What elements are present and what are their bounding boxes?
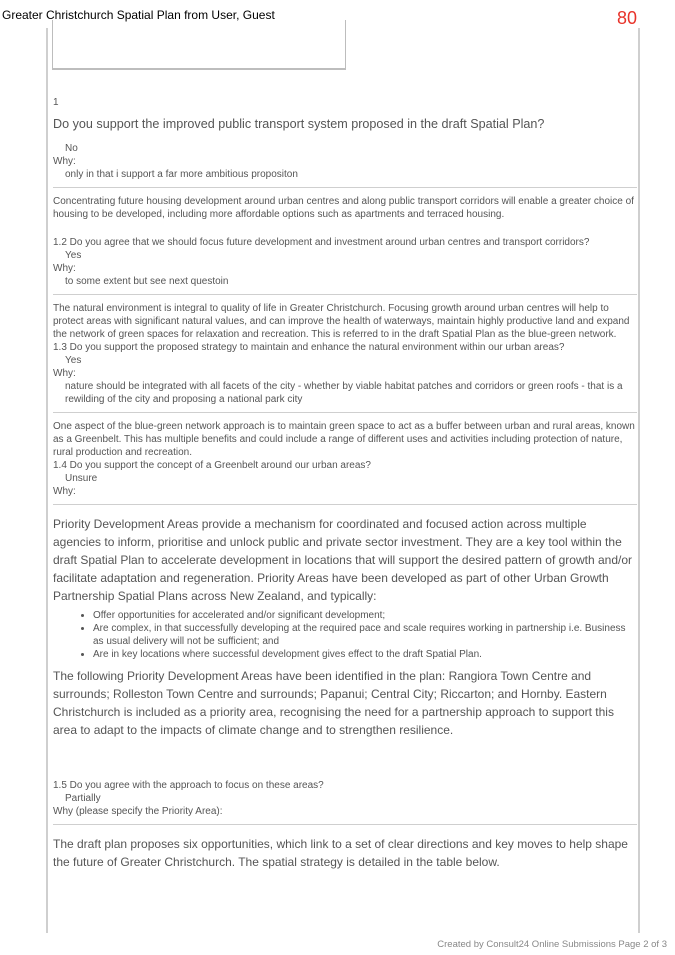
list-item: • Are in key locations where successful development gives effect to the draft Spatial Plan.	[93, 648, 637, 661]
section-intro: One aspect of the blue-green network approach is to maintain green space to act as a buffer between urban and rural areas, known as a Greenbelt. This has multiple benefits and could include a range of different uses and activities including protection of nature, rural production and recreation.	[53, 421, 635, 458]
divider	[53, 824, 637, 825]
why-text: only in that i support a far more ambitious propositon	[65, 169, 298, 180]
page-number: 80	[616, 8, 637, 28]
why-label: Why:	[53, 486, 76, 497]
previous-answer-box	[52, 20, 346, 70]
left-margin-rule	[46, 28, 48, 933]
footer-credit: Created by Consult24 Online Submissions Page 2 of 3	[437, 939, 667, 950]
document-title: Greater Christchurch Spatial Plan from User, Guest	[2, 8, 275, 22]
question-1-3: 1.3 Do you support the proposed strategy to maintain and enhance the natural environment within our urban areas?	[53, 342, 565, 353]
question-1-2: 1.2 Do you agree that we should focus future development and investment around urban centres and transport corridors?	[53, 237, 590, 248]
list-item: • Are complex, in that successfully developing at the required pace and scale requires working in partnership i.e. Business as usual delivery will not be sufficient; and	[93, 622, 637, 648]
why-label: Why:	[53, 263, 76, 274]
answer-1-3: Yes	[65, 355, 82, 366]
question-number: 1	[53, 97, 59, 108]
closing-paragraph: The draft plan proposes six opportunities, which link to a set of clear directions and key moves to help shape the future of Greater Christchurch. The spatial strategy is detailed in the table below.	[53, 837, 628, 869]
why-text: to some extent but see next questoin	[65, 276, 229, 287]
submission-content	[53, 96, 637, 871]
answer-1-5: Partially	[65, 793, 101, 804]
question-1-5: 1.5 Do you agree with the approach to focus on these areas?	[53, 780, 324, 791]
why-text: nature should be integrated with all facets of the city - whether by viable habitat patches and corridors or green roofs - that is a rewilding of the city and proposing a national park city	[65, 381, 623, 405]
priority-areas-list: The following Priority Development Areas have been identified in the plan: Rangiora Town Centre and surrounds; Rolleston Town Centre and surrounds; Papanui; Central City; Riccarton; and Hornby. Eastern Christchurch is included as a priority area, recognising the need for a partnership approach to support this area to adapt to the impacts of climate change and to strengthen resilience.	[53, 669, 614, 737]
right-margin-rule	[638, 28, 640, 933]
why-label: Why (please specify the Priority Area):	[53, 806, 223, 817]
priority-areas-intro: Priority Development Areas provide a mechanism for coordinated and focused action across multiple agencies to inform, prioritise and unlock public and private sector investment. They are a key tool within the draft Spatial Plan to accelerate development in locations that will support the desired pattern of growth and/or facilitate adaptation and regeneration. Priority Areas have been developed as part of other Urban Growth Partnership Spatial Plans across New Zealand, and typically:	[53, 517, 633, 603]
section-intro: The natural environment is integral to quality of life in Greater Christchurch. Focusing growth around urban centres will help to protect areas with significant natural values, and can improve the health of waterways, maintain highly productive land and expand the network of green spaces for relaxation and recreation. This is referred to in the draft Spatial Plan as the blue-green network.	[53, 303, 630, 340]
divider	[53, 412, 637, 413]
answer-1-4: Unsure	[65, 473, 98, 484]
divider	[53, 294, 637, 295]
divider	[53, 504, 637, 505]
answer-public-transport: No	[65, 143, 78, 154]
why-label: Why:	[53, 156, 76, 167]
divider	[53, 187, 637, 188]
priority-criteria-list	[53, 609, 637, 661]
question-public-transport: Do you support the improved public transport system proposed in the draft Spatial Plan?	[53, 117, 545, 131]
section-intro: Concentrating future housing development around urban centres and along public transport corridors will enable a greater choice of housing to be developed, including more affordable options such as apartments and terraced housing.	[53, 196, 634, 220]
list-item: • Offer opportunities for accelerated and/or significant development;	[93, 609, 637, 622]
answer-1-2: Yes	[65, 250, 82, 261]
why-label: Why:	[53, 368, 76, 379]
question-1-4: 1.4 Do you support the concept of a Greenbelt around our urban areas?	[53, 460, 371, 471]
